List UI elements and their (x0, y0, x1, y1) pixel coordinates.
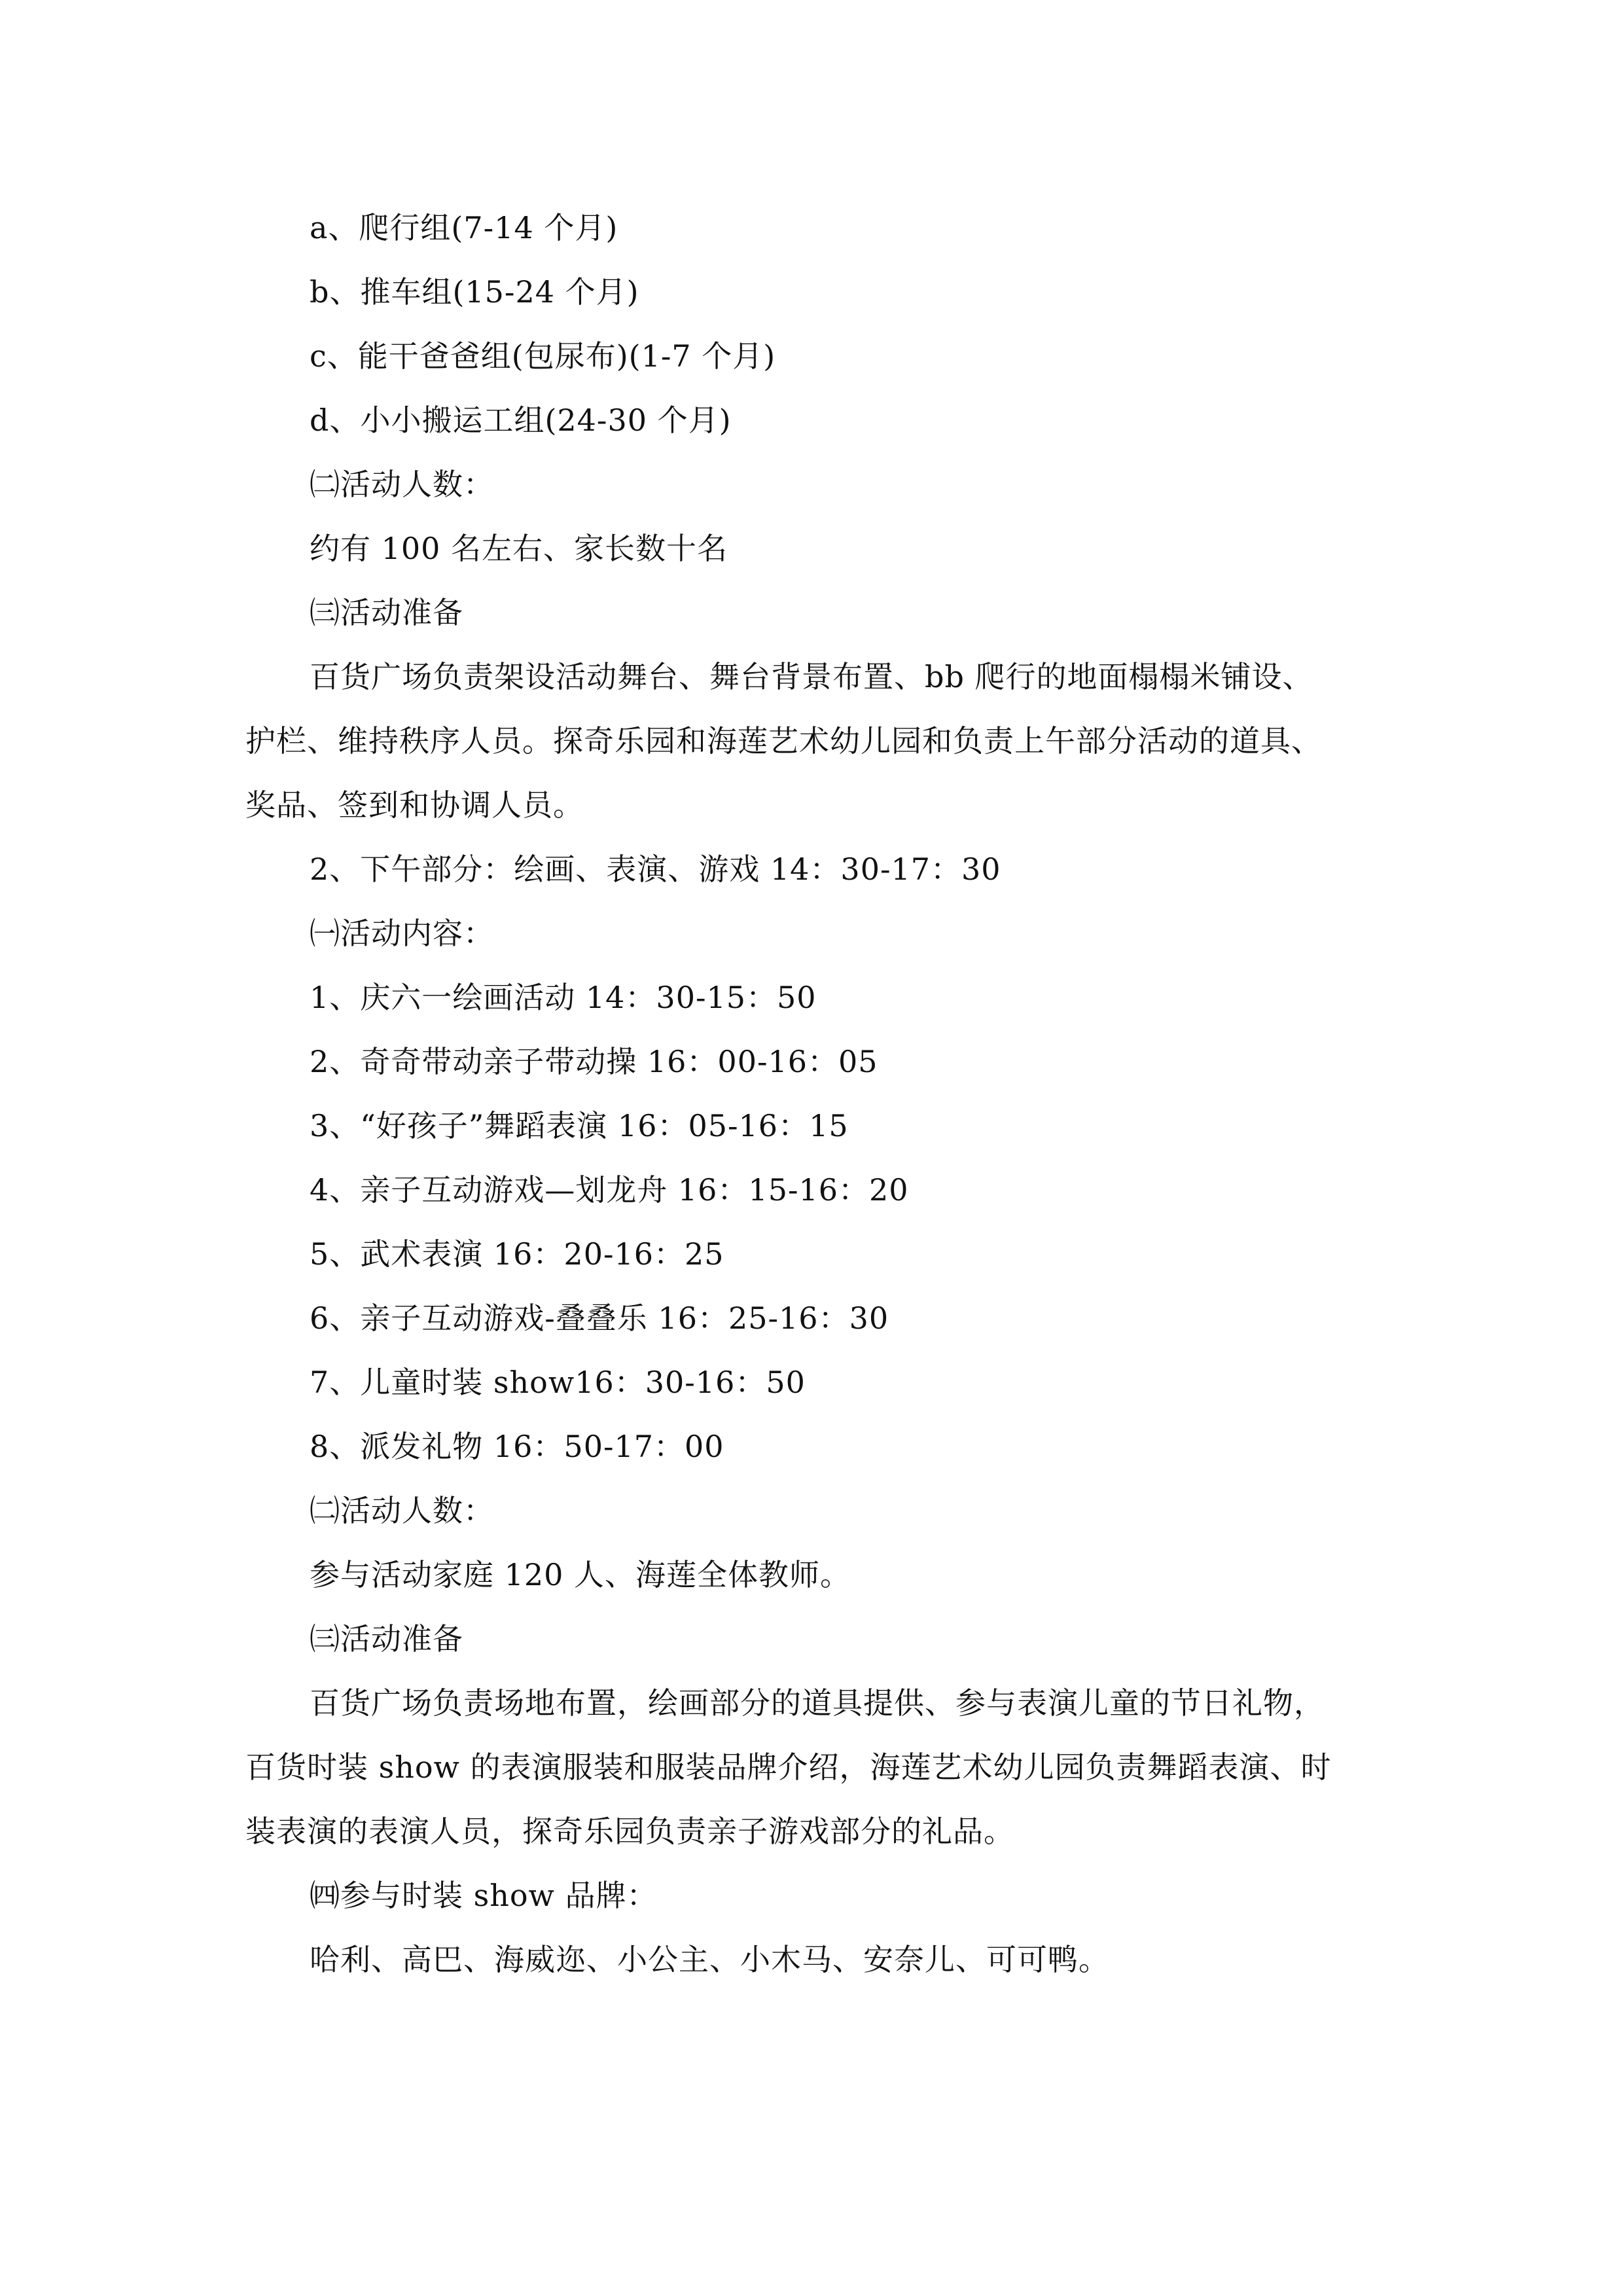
preparation-paragraph-line: 护栏、维持秩序人员。探奇乐园和海莲艺术幼儿园和负责上午部分活动的道具、 (245, 723, 1322, 759)
list-item-group-b: b、推车组(15-24 个月) (310, 274, 639, 310)
brands-list-text: 哈利、高巴、海威迩、小公主、小木马、安奈儿、可可鸭。 (310, 1942, 1109, 1977)
list-item-group-c: c、能干爸爸组(包尿布)(1-7 个月) (310, 338, 776, 374)
section-heading-participants: ㈡活动人数： (310, 1493, 494, 1528)
section-heading-participants: ㈡活动人数： (310, 467, 494, 502)
schedule-item: 7、儿童时装 show16：30-16：50 (310, 1365, 806, 1400)
preparation-paragraph-line: 百货时装 show 的表演服装和服装品牌介绍，海莲艺术幼儿园负责舞蹈表演、时 (245, 1749, 1332, 1785)
preparation-paragraph-line: 装表演的表演人员，探奇乐园负责亲子游戏部分的礼品。 (245, 1814, 1014, 1849)
schedule-item: 3、“好孩子”舞蹈表演 16：05-16：15 (310, 1108, 849, 1143)
list-item-group-d: d、小小搬运工组(24-30 个月) (310, 403, 732, 438)
list-item-group-a: a、爬行组(7-14 个月) (310, 210, 618, 245)
participants-text: 约有 100 名左右、家长数十名 (310, 531, 728, 566)
participants-text: 参与活动家庭 120 人、海莲全体教师。 (310, 1557, 851, 1592)
schedule-item: 2、奇奇带动亲子带动操 16：00-16：05 (310, 1044, 878, 1079)
section-heading-brands: ㈣参与时装 show 品牌： (310, 1878, 658, 1913)
preparation-paragraph-line: 百货广场负责场地布置，绘画部分的道具提供、参与表演儿童的节日礼物， (310, 1685, 1325, 1721)
preparation-paragraph-line: 奖品、签到和协调人员。 (245, 787, 584, 823)
schedule-item: 1、庆六一绘画活动 14：30-15：50 (310, 980, 817, 1015)
schedule-item: 8、派发礼物 16：50-17：00 (310, 1429, 724, 1464)
afternoon-section-heading: 2、下午部分：绘画、表演、游戏 14：30-17：30 (310, 852, 1001, 887)
section-heading-preparation: ㈢活动准备 (310, 1621, 463, 1657)
schedule-item: 5、武术表演 16：20-16：25 (310, 1236, 724, 1272)
schedule-item: 4、亲子互动游戏—划龙舟 16：15-16：20 (310, 1172, 909, 1208)
preparation-paragraph-line: 百货广场负责架设活动舞台、舞台背景布置、bb 爬行的地面榻榻米铺设、 (310, 659, 1313, 694)
section-heading-content: ㈠活动内容： (310, 916, 494, 951)
section-heading-preparation: ㈢活动准备 (310, 595, 463, 630)
schedule-item: 6、亲子互动游戏-叠叠乐 16：25-16：30 (310, 1300, 889, 1336)
